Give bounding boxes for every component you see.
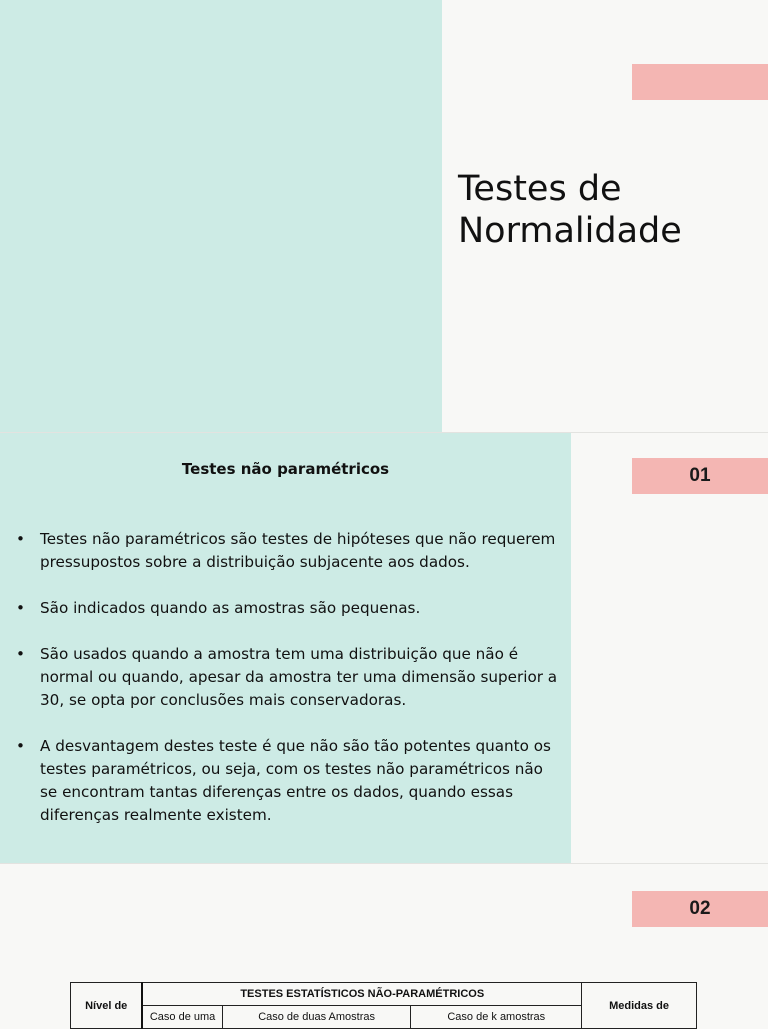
- slide-number-badge: 02: [632, 891, 768, 927]
- title-slide: [0, 0, 768, 432]
- bullet-dot: •: [16, 737, 25, 755]
- slide-title: [458, 168, 758, 252]
- stats-table-container: [70, 982, 697, 1029]
- teal-panel: [0, 0, 442, 432]
- title-line-1: Testes de: [458, 169, 622, 209]
- header-medidas: Medidas de: [582, 983, 697, 1029]
- header-uma-amostra: Caso de uma: [142, 1006, 222, 1029]
- bullet-dot: •: [16, 645, 25, 663]
- content-slide-02: [0, 864, 768, 1024]
- bullet-list: [16, 528, 564, 850]
- bullet-item: [16, 528, 564, 574]
- header-duas-amostras: Caso de duas Amostras: [222, 1006, 411, 1029]
- bullet-text: A desvantagem destes teste é que não são tão potentes quanto os testes paramétricos, ou seja, com os testes não paramétricos não se encontram tantas diferenças entre os dados, quando essas diferenças realmente existem.: [40, 737, 551, 824]
- bullet-item: [16, 597, 564, 620]
- header-nivel: Nível de: [71, 983, 143, 1029]
- bullet-text: Testes não paramétricos são testes de hipóteses que não requerem pressupostos sobre a distribuição subjacente aos dados.: [40, 530, 556, 571]
- bullet-text: São indicados quando as amostras são pequenas.: [40, 599, 421, 617]
- bullet-dot: •: [16, 599, 25, 617]
- content-slide-01: [0, 433, 768, 863]
- header-k-amostras: Caso de k amostras: [411, 1006, 582, 1029]
- table-title: TESTES ESTATÍSTICOS NÃO-PARAMÉTRICOS: [142, 983, 581, 1006]
- bullet-item: [16, 643, 564, 712]
- accent-tab: [632, 64, 768, 100]
- section-heading: Testes não paramétricos: [181, 460, 390, 478]
- bullet-text: São usados quando a amostra tem uma distribuição que não é normal ou quando, apesar da amostra ter uma dimensão superior a 30, se opta por conclusões mais conservadoras.: [40, 645, 558, 709]
- title-line-2: Normalidade: [458, 211, 682, 251]
- bullet-dot: •: [16, 530, 25, 548]
- slide-number-badge: 01: [632, 458, 768, 494]
- stats-table: [70, 982, 697, 1029]
- bullet-item: [16, 735, 564, 827]
